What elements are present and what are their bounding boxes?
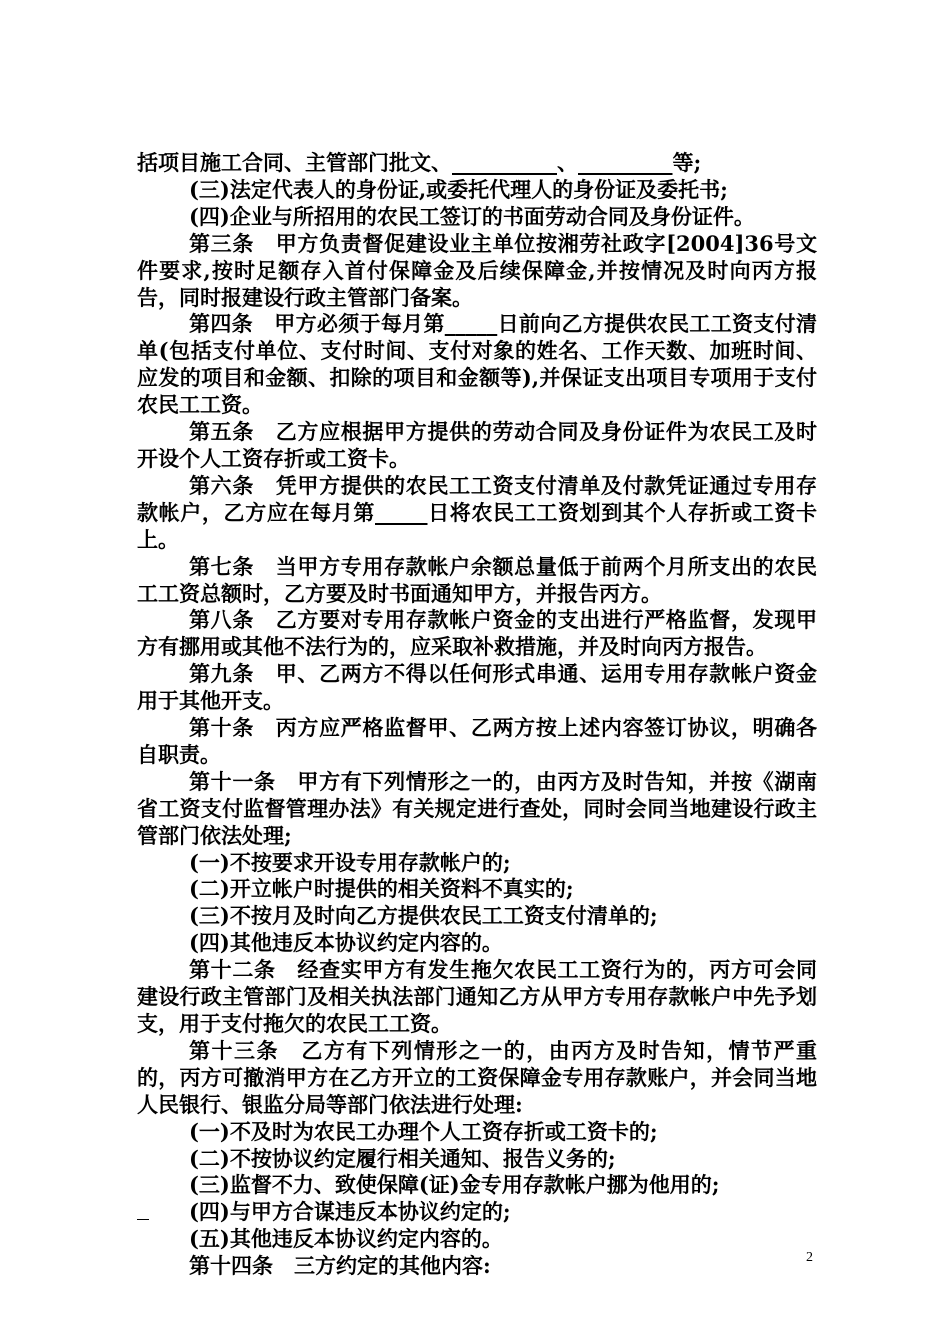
article-13: 第十三条 乙方有下列情形之一的，由丙方及时告知，情节严重的，丙方可撤消甲方在乙方开立的工资保障金专用存款账户，并会同当地人民银行、银监分局等部门依法进行处理: bbox=[137, 1037, 817, 1117]
article-10: 第十条 丙方应严格监督甲、乙两方按上述内容签订协议，明确各自职责。 bbox=[137, 715, 817, 767]
list-item: (五)其他违反本协议约定内容的。 bbox=[189, 1226, 503, 1252]
footnote-separator bbox=[137, 1219, 149, 1220]
page-number: 2 bbox=[806, 1250, 813, 1265]
list-item: (四)其他违反本协议约定内容的。 bbox=[189, 930, 503, 956]
list-item: (二)不按协议约定履行相关通知、报告义务的; bbox=[189, 1145, 616, 1171]
article-11: 第十一条 甲方有下列情形之一的，由丙方及时告知，并按《湖南省工资支付监督管理办法》有关规定进行查处，同时会同当地建设行政主管部门依法处理; bbox=[137, 768, 817, 848]
article-14: 第十四条 三方约定的其他内容: bbox=[189, 1253, 491, 1279]
article-12: 第十二条 经查实甲方有发生拖欠农民工工资行为的，丙方可会同建设行政主管部门及相关执法部门通知乙方从甲方专用存款帐户中先予划支，用于支付拖欠的农民工工资。 bbox=[137, 957, 817, 1036]
article-8: 第八条 乙方要对专用存款帐户资金的支出进行严格监督，发现甲方有挪用或其他不法行为的，应采取补救措施，并及时向丙方报告。 bbox=[137, 607, 817, 660]
paragraph: (四)企业与所招用的农民工签订的书面劳动合同及身份证件。 bbox=[189, 203, 755, 229]
list-item: (三)监督不力、致使保障(证)金专用存款帐户挪为他用的; bbox=[189, 1172, 720, 1198]
list-item: (三)不按月及时向乙方提供农民工工资支付清单的; bbox=[189, 903, 658, 929]
article-4: 第四条 甲方必须于每月第_____日前向乙方提供农民工工资支付清单(包括支付单位、支付时间、支付对象的姓名、工作天数、加班时间、应发的项目和金额、扣除的项目和金额等),并保证支出项目专项用于支付农民工工资。 bbox=[137, 311, 817, 418]
article-9: 第九条 甲、乙两方不得以任何形式串通、运用专用存款帐户资金用于其他开支。 bbox=[137, 661, 817, 714]
list-item: (四)与甲方合谋违反本协议约定的; bbox=[189, 1199, 511, 1225]
article-6: 第六条 凭甲方提供的农民工工资支付清单及付款凭证通过专用存款帐户，乙方应在每月第_____日将农民工工资划到其个人存折或工资卡上。 bbox=[137, 472, 817, 552]
article-3: 第三条 甲方负责督促建设业主单位按湘劳社政字[2004]36号文件要求,按时足额存入首付保障金及后续保障金,并按情况及时向丙方报告，同时报建设行政主管部门备案。 bbox=[137, 230, 817, 310]
paragraph: 括项目施工合同、主管部门批文、__________、_________等; bbox=[137, 150, 702, 175]
list-item: (一)不按要求开设专用存款帐户的; bbox=[189, 849, 511, 875]
list-item: (一)不及时为农民工办理个人工资存折或工资卡的; bbox=[189, 1118, 658, 1144]
document-body bbox=[137, 150, 817, 1280]
article-5: 第五条 乙方应根据甲方提供的劳动合同及身份证件为农民工及时开设个人工资存折或工资卡。 bbox=[137, 419, 817, 471]
paragraph: (三)法定代表人的身份证,或委托代理人的身份证及委托书; bbox=[189, 176, 728, 202]
list-item: (二)开立帐户时提供的相关资料不真实的; bbox=[189, 876, 574, 902]
article-7: 第七条 当甲方专用存款帐户余额总量低于前两个月所支出的农民工工资总额时，乙方要及时书面通知甲方，并报告丙方。 bbox=[137, 553, 817, 606]
